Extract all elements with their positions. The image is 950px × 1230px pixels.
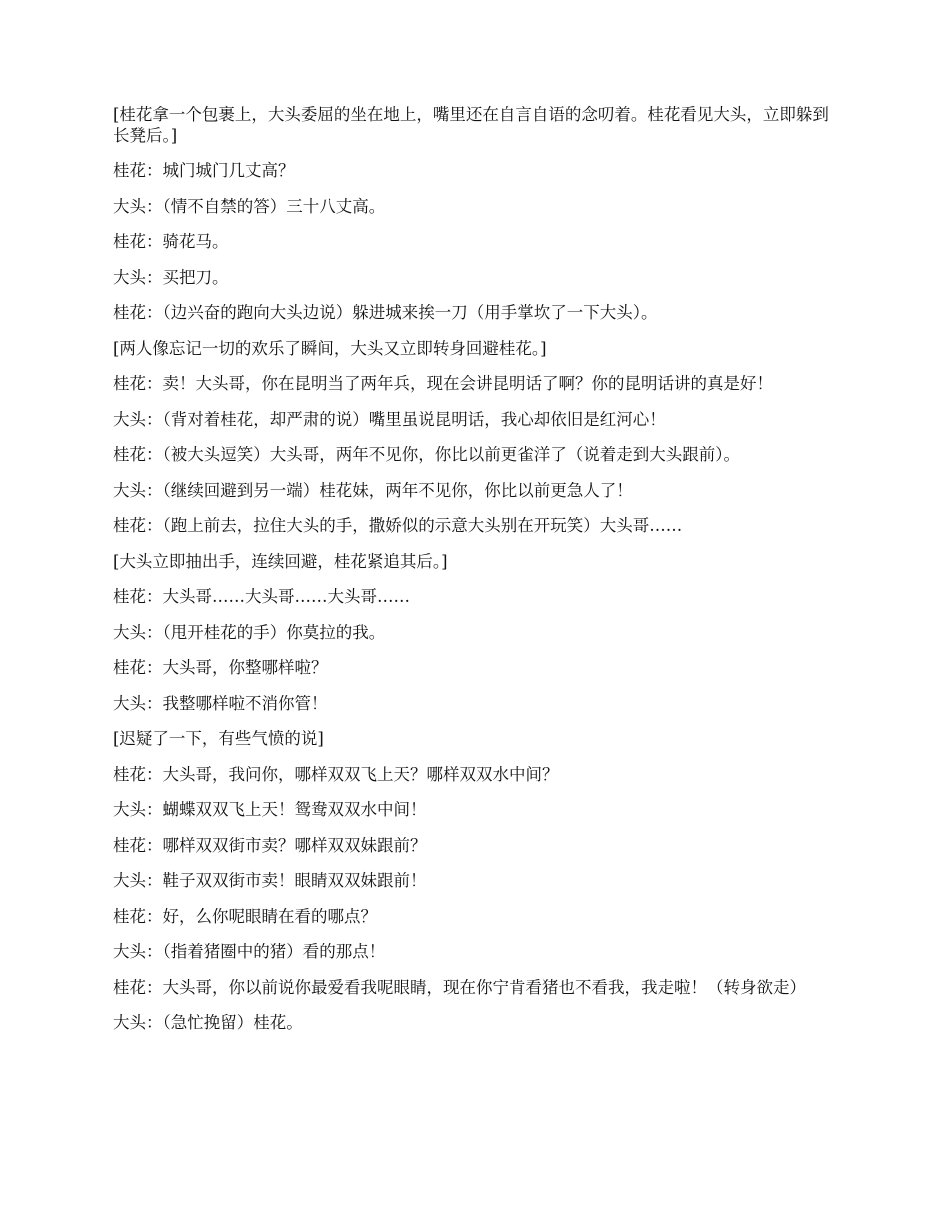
dialogue-line: 桂花：城门城门几丈高？ — [113, 161, 295, 180]
dialogue-line: 桂花：（边兴奋的跑向大头边说）躲进城来挨一刀（用手掌坎了一下大头）。 — [113, 303, 658, 322]
dialogue-line: 桂花：大头哥……大头哥……大头哥…… — [113, 587, 410, 606]
stage-direction: [桂花拿一个包裹上，大头委屈的坐在地上，嘴里还在自言自语的念叨着。桂花看见大头，立即躲到长凳后。] — [113, 105, 829, 145]
dialogue-line: 大头：我整哪样啦不消你管！ — [113, 693, 328, 713]
dialogue-line: 大头：（甩开桂花的手）你莫拉的我。 — [113, 622, 386, 642]
stage-direction: [两人像忘记一切的欢乐了瞬间，大头又立即转身回避桂花。] — [113, 338, 547, 358]
dialogue-line: 大头：蝴蝶双双飞上天！鸳鸯双双水中间！ — [113, 800, 427, 819]
dialogue-line: 桂花：（跑上前去，拉住大头的手，撒娇似的示意大头别在开玩笑）大头哥…… — [113, 516, 683, 535]
script-page — [113, 105, 843, 1049]
dialogue-line: 大头：买把刀。 — [113, 267, 229, 287]
dialogue-line: 桂花：哪样双双街市卖？哪样双双妹跟前？ — [113, 835, 427, 855]
dialogue-line: 桂花：好，么你呢眼睛在看的哪点？ — [113, 906, 377, 926]
dialogue-line: 桂花：（被大头逗笑）大头哥，两年不见你，你比以前更雀洋了（说着走到大头跟前）。 — [113, 445, 740, 464]
dialogue-line: 大头：鞋子双双街市卖！眼睛双双妹跟前！ — [113, 871, 427, 890]
dialogue-line: 大头：（背对着桂花，却严肃的说）嘴里虽说昆明话，我心却依旧是红河心！ — [113, 409, 666, 429]
dialogue-line: 桂花：大头哥，你整哪样啦？ — [113, 658, 328, 677]
dialogue-line: 大头：（情不自禁的答）三十八丈高。 — [113, 196, 386, 216]
dialogue-line: 大头：（指着猪圈中的猪）看的那点！ — [113, 942, 386, 961]
dialogue-line: 大头：（继续回避到另一端）桂花妹，两年不见你，你比以前更急人了！ — [113, 480, 633, 500]
dialogue-line: 桂花：大头哥，我问你，哪样双双飞上天？哪样双双水中间？ — [113, 764, 559, 784]
stage-direction: [迟疑了一下，有些气愤的说] — [113, 729, 324, 748]
dialogue-line: 桂花：大头哥，你以前说你最爱看我呢眼睛，现在你宁肯看猪也不看我，我走啦！（转身欲走） — [113, 977, 806, 997]
dialogue-line: 桂花：卖！大头哥，你在昆明当了两年兵，现在会讲昆明话了啊？你的昆明话讲的真是好！ — [113, 374, 773, 393]
dialogue-line: 桂花：骑花马。 — [113, 232, 229, 251]
dialogue-line: 大头：（急忙挽留）桂花。 — [113, 1013, 303, 1032]
stage-direction: [大头立即抽出手，连续回避，桂花紧追其后。] — [113, 551, 448, 571]
